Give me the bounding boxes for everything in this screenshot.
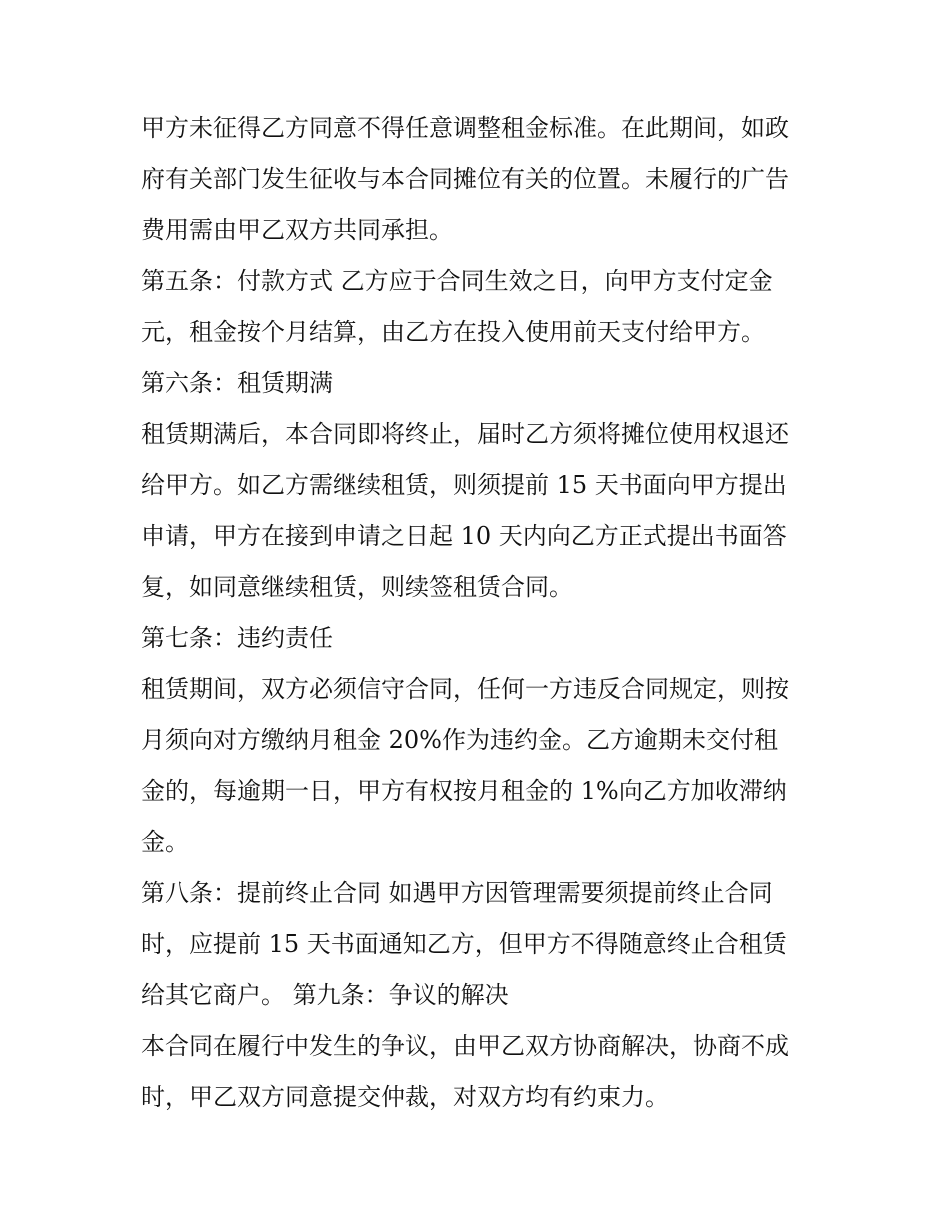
text-line: 第七条：违约责任 [141, 624, 333, 652]
text-line: 本合同在履行中发生的争议，由甲乙双方协商解决，协商不成 [141, 1032, 789, 1060]
text-line: 第八条：提前终止合同 如遇甲方因管理需要须提前终止合同 [141, 879, 773, 907]
paragraph-article-8-9 [141, 868, 813, 1021]
text-line: 元，租金按个月结算，由乙方在投入使用前天支付给甲方。 [141, 318, 765, 346]
text-line: 金的，每逾期一日，甲方有权按月租金的 1%向乙方加收滞纳 [141, 777, 787, 805]
text-line: 时，应提前 15 天书面通知乙方，但甲方不得随意终止合租赁 [141, 930, 787, 958]
text-line: 时，甲乙双方同意提交仲裁，对双方均有约束力。 [141, 1083, 669, 1111]
text-line: 申请，甲方在接到申请之日起 10 天内向乙方正式提出书面答 [141, 522, 787, 550]
heading-article-6 [141, 358, 813, 409]
text-line: 月须向对方缴纳月租金 20%作为违约金。乙方逾期未交付租 [141, 726, 778, 754]
paragraph-breach-liability [141, 664, 813, 868]
text-line: 府有关部门发生征收与本合同摊位有关的位置。未履行的广告 [141, 165, 789, 193]
text-line: 复，如同意继续租赁，则续签租赁合同。 [141, 573, 573, 601]
paragraph-article-5-payment [141, 256, 813, 358]
text-line: 给其它商户。 第九条：争议的解决 [141, 981, 509, 1009]
text-line: 第五条：付款方式 乙方应于合同生效之日，向甲方支付定金 [141, 267, 773, 295]
text-line: 租赁期间，双方必须信守合同，任何一方违反合同规定，则按 [141, 675, 789, 703]
paragraph-dispute-resolution [141, 1021, 813, 1123]
text-line: 租赁期满后，本合同即将终止，届时乙方须将摊位使用权退还 [141, 420, 789, 448]
text-line: 给甲方。如乙方需继续租赁，则须提前 15 天书面向甲方提出 [141, 471, 787, 499]
text-line: 第六条：租赁期满 [141, 369, 333, 397]
document-body [141, 103, 813, 1123]
text-line: 甲方未征得乙方同意不得任意调整租金标准。在此期间，如政 [141, 114, 789, 142]
text-line: 费用需由甲乙双方共同承担。 [141, 216, 453, 244]
paragraph-lease-expiry [141, 409, 813, 613]
heading-article-7 [141, 613, 813, 664]
paragraph-rent-adjustment [141, 103, 813, 256]
text-line: 金。 [141, 828, 189, 856]
